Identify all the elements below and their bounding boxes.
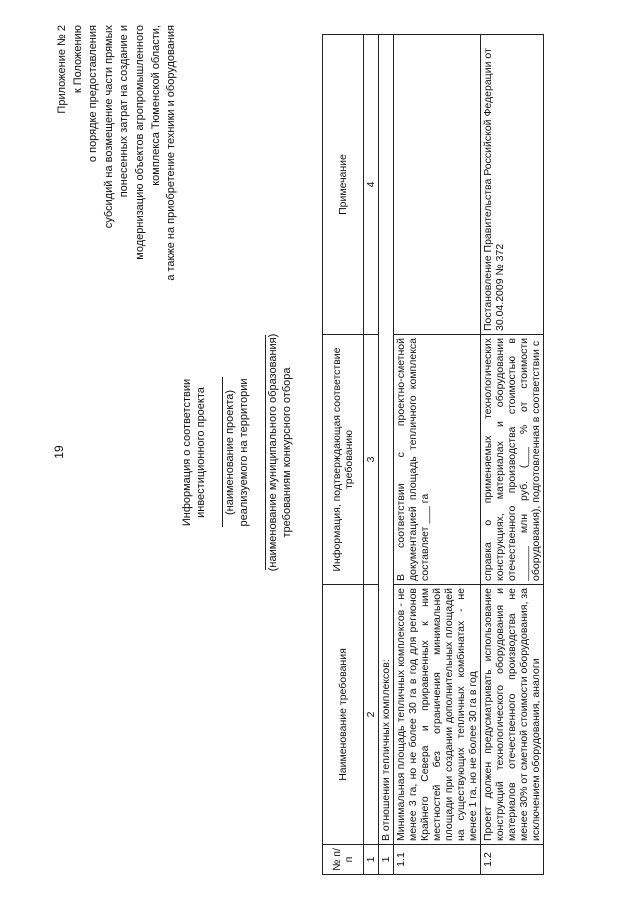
project-name-blank	[208, 378, 223, 528]
column-number-row	[364, 35, 379, 875]
page-number: 19	[52, 445, 66, 459]
row-info: справка о применяемых технологических конструкциях, материалах и оборудовании отечественного производства стоимостью в ______ млн руб. (___ % от стоимости оборудования), подготовленная в соответствии с	[481, 335, 544, 585]
appendix-header	[55, 25, 180, 455]
header-no: № п/п	[323, 845, 364, 875]
title-line: Информация о соответствии	[181, 378, 193, 527]
row-requirement: Проект должен предусматривать использование конструкций технологического оборудования и материалов отечественного производства не менее 30% от сметной стоимости оборудования, за исключением оборудования, аналоги	[481, 585, 544, 845]
section-row	[379, 35, 394, 875]
table-row	[481, 35, 544, 875]
column-number: 3	[364, 335, 379, 585]
requirements-caption: требованиям конкурсного отбора	[281, 367, 293, 538]
row-info: В соответствии с проектно-сметной документацией площадь тепличного комплекса составляет ___ га	[394, 335, 481, 585]
document-title	[180, 330, 294, 575]
appendix-line: Приложение № 2	[56, 25, 68, 114]
header-note: Примечание	[323, 35, 364, 335]
project-caption: (наименование проекта)	[224, 389, 236, 516]
row-number: 1.2	[481, 845, 544, 875]
appendix-line: субсидий на возмещение части прямых	[102, 25, 115, 229]
appendix-line: а также на приобретение техники и оборудования	[165, 25, 178, 281]
appendix-line: модернизацию объектов агропромышленного	[133, 25, 146, 260]
section-title: В отношении тепличных комплексов:	[379, 35, 394, 845]
appendix-line: о порядке предоставления	[87, 25, 100, 163]
section-number: 1	[379, 845, 394, 875]
row-note: Постановление Правительства Российской Федерации от 30.04.2009 № 372	[481, 35, 544, 335]
table-row	[394, 35, 481, 875]
appendix-line: к Положению	[71, 25, 84, 94]
table-header-row	[323, 35, 364, 875]
column-number: 2	[364, 585, 379, 845]
header-info: Информация, подтверждающая соответствие требованию	[323, 335, 364, 585]
municipality-blank	[251, 335, 266, 570]
requirements-table	[322, 34, 544, 875]
row-requirement: Минимальная площадь тепличных комплексов - не менее 3 га, но не более 30 га в год для регионов Крайнего Севера и приравненных к ним местностей без ограничения минимальной площади при создании дополнительных площадей на существующих тепличных комбинатах - не менее 1 га, но не более 30 га в год	[394, 585, 481, 845]
municipality-caption: (наименование муниципального образования)	[267, 333, 279, 572]
column-number: 4	[364, 35, 379, 335]
territory-caption: реализуемого на территории	[238, 378, 250, 527]
header-requirement: Наименование требования	[323, 585, 364, 845]
appendix-line: понесенных затрат на создание и	[118, 25, 131, 198]
appendix-line: комплекса Тюменской области,	[149, 25, 162, 186]
column-number: 1	[364, 845, 379, 875]
title-line: инвестиционного проекта	[195, 387, 207, 518]
row-note	[394, 35, 481, 335]
row-number: 1.1	[394, 845, 481, 875]
